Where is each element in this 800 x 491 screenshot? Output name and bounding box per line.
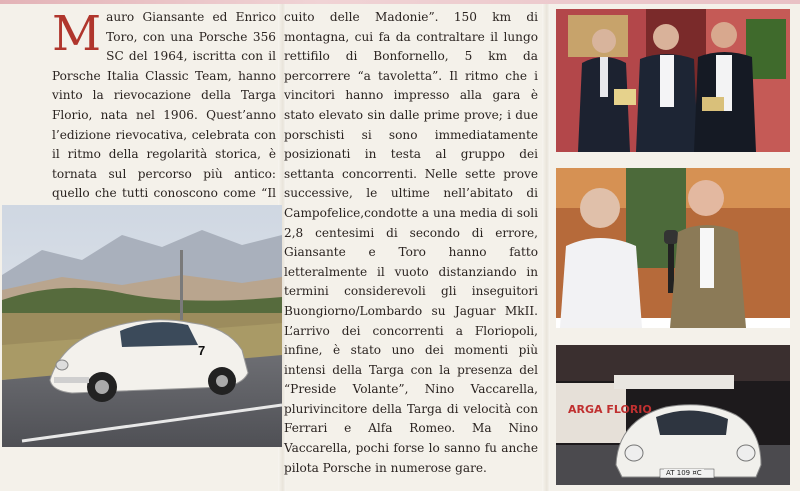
column-1-text: auro Giansante ed Enrico Toro, con una Porsche 356 SC del 1964, iscritta con il Porsche Italia Classic Team, hanno vinto la rievocazione della Targa Florio, nata nel 1906. Quest’anno l’edizione rievocativa, celebrata con il ritmo della regolarità storica, è tornata sul percorso più antico: quello che tutti conoscono come “Il xyxy=(52,10,276,201)
license-plate: AT 109 ¤C xyxy=(666,469,702,477)
column-2-text: cuito delle Madonie”. 150 km di montagna, cui fa da contraltare il lungo rettifilo di Bonfornello, 5 km da percorrere “a tavoletta”. Il ritmo che i vincitori hanno impresso alla gara è stato elevato sin dalle prime prove; i due porschisti si sono immediatamente posizionati in testa al gruppo dei settanta concorrenti. Nelle sette prove successive, le ultime nell’abitato di Campofelice,condotte a una media di soli 2,8 centesimi di secondo di errore, Giansante e Toro hanno fatto letteralmente il vuoto distanziando in termini considerevoli gli inseguitori Buongiorno/Lombardo su Jaguar MkII. L’arrivo dei concorrenti a Floriopoli, infine, è stato uno dei momenti più intensi della Targa con la presenza del “Preside Volante”, Nino Vaccarella, plurivincitore della Targa di velocità con Ferrari e Alfa Romeo. Ma Nino Vaccarella, pochi forse lo sanno fu anche pilota Porsche in numerose gare. xyxy=(284,10,538,475)
article-column-1 xyxy=(52,8,276,224)
page-top-stripe xyxy=(0,0,800,4)
finish-line-photo xyxy=(556,345,790,485)
drop-cap: M xyxy=(52,6,102,62)
article-column-2 xyxy=(284,8,538,478)
interview-photo xyxy=(556,168,790,328)
award-ceremony-photo xyxy=(556,9,790,152)
porsche-race-photo xyxy=(2,205,282,447)
race-number: 7 xyxy=(198,343,206,358)
finish-banner-text: ARGA FLORIO xyxy=(568,403,652,416)
column-gutter xyxy=(542,4,550,491)
